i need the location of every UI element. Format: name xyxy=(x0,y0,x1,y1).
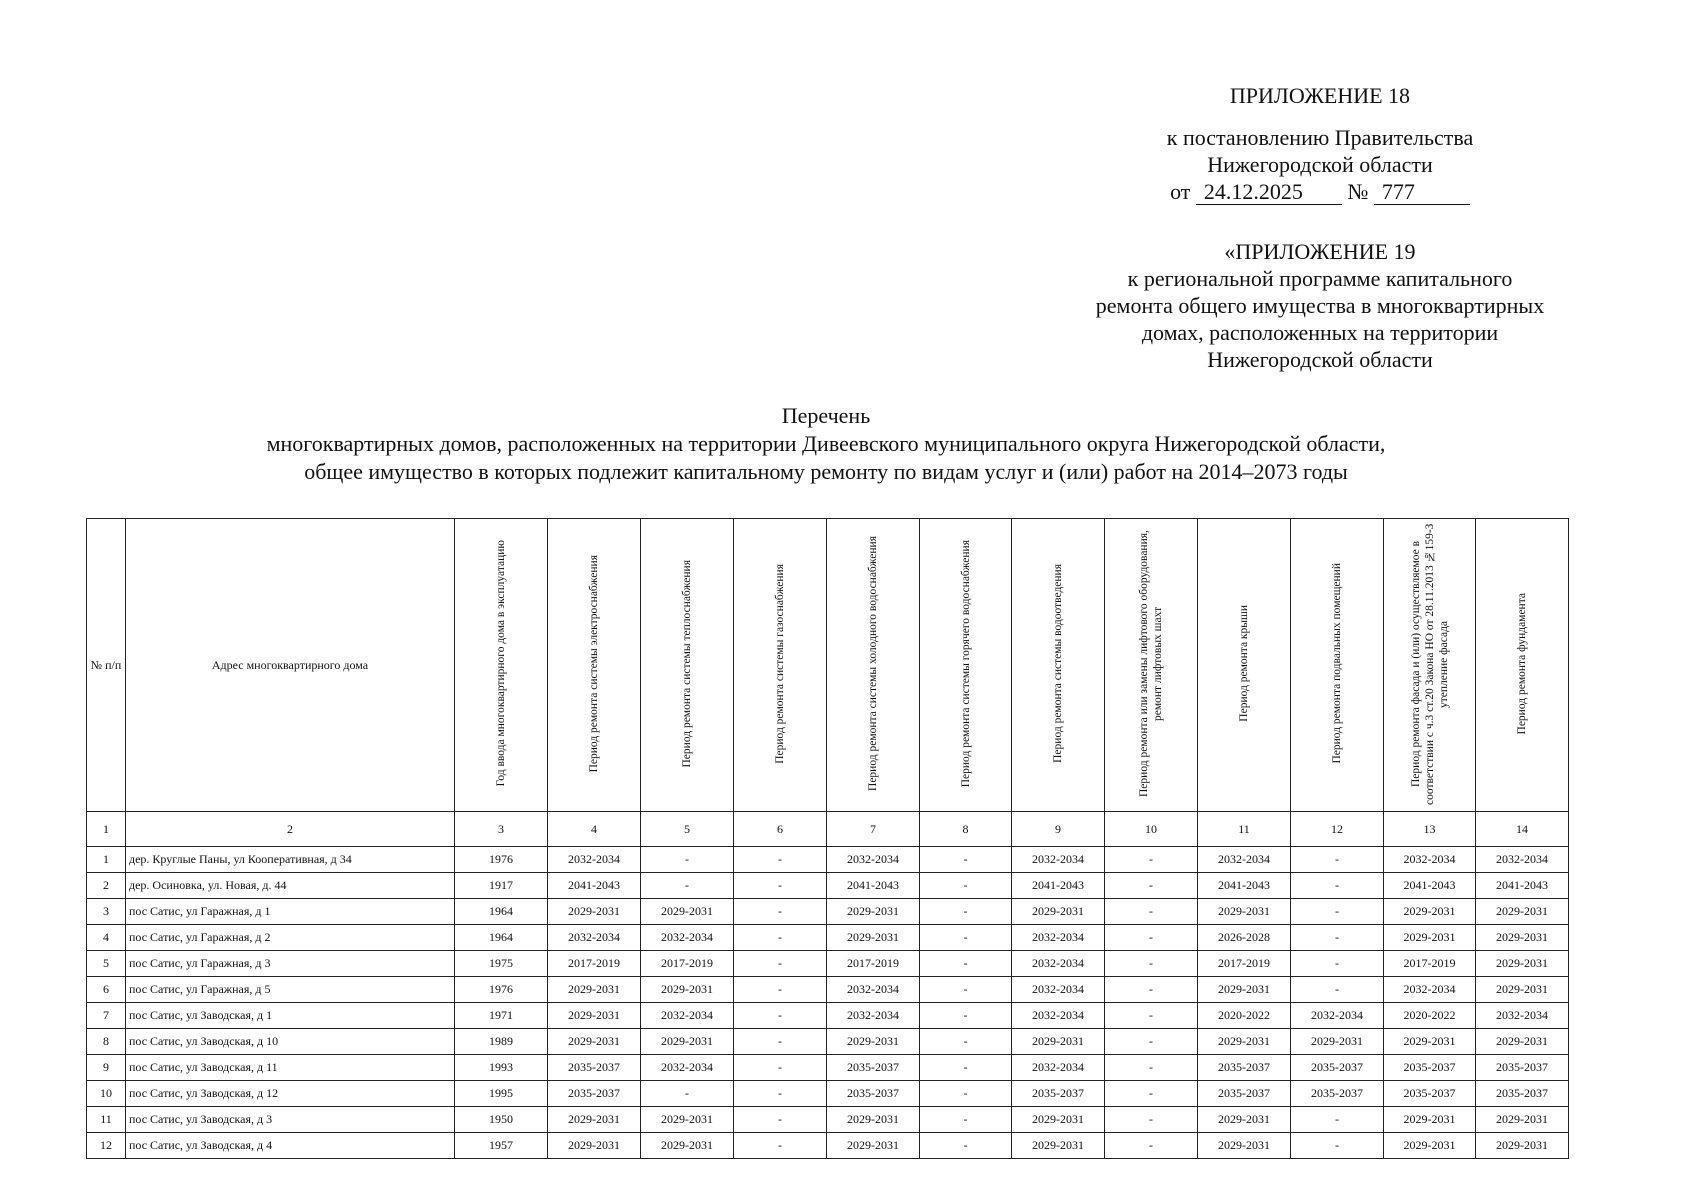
table-cell: - xyxy=(920,1029,1012,1055)
table-cell: 2032-2034 xyxy=(548,925,641,951)
column-header xyxy=(548,519,641,812)
address-cell: дер. Осиновка, ул. Новая, д. 44 xyxy=(126,873,455,899)
table-cell: - xyxy=(920,925,1012,951)
table-cell: 2017-2019 xyxy=(641,951,734,977)
table-cell: 2017-2019 xyxy=(548,951,641,977)
header-text: Период ремонта системы горячего водоснабжения xyxy=(959,539,972,788)
decree-reference xyxy=(1000,124,1640,205)
table-cell: - xyxy=(920,1081,1012,1107)
decree-date-line xyxy=(1000,178,1640,205)
table-cell: 1989 xyxy=(455,1029,548,1055)
address-cell: пос Сатис, ул Гаражная, д 3 xyxy=(126,951,455,977)
program-line-1: к региональной программе капитального xyxy=(1127,266,1513,291)
address-cell: пос Сатис, ул Гаражная, д 2 xyxy=(126,925,455,951)
table-cell: - xyxy=(734,873,827,899)
table-header-row xyxy=(87,519,1569,812)
table-cell: 2032-2034 xyxy=(1476,1003,1569,1029)
row-number-cell: 11 xyxy=(87,1107,126,1133)
table-cell: - xyxy=(1291,925,1384,951)
title-line-1: Перечень xyxy=(781,403,871,428)
table-cell: 2035-2037 xyxy=(1198,1081,1291,1107)
table-cell: 2029-2031 xyxy=(1384,899,1476,925)
table-cell: 2029-2031 xyxy=(1476,977,1569,1003)
table-row xyxy=(87,1081,1569,1107)
row-number-cell: 2 xyxy=(87,873,126,899)
table-cell: 2041-2043 xyxy=(1384,873,1476,899)
table-body xyxy=(87,812,1569,1159)
table-cell: - xyxy=(641,1081,734,1107)
header-text: Период ремонта крыши xyxy=(1238,605,1250,722)
program-line-2: ремонта общего имущества в многоквартирных xyxy=(1095,293,1545,318)
table-cell: - xyxy=(734,1133,827,1159)
column-header xyxy=(1476,519,1569,812)
table-cell: 2029-2031 xyxy=(641,1133,734,1159)
table-cell: 2032-2034 xyxy=(827,1003,920,1029)
table-cell: 2017-2019 xyxy=(1198,951,1291,977)
table-cell: - xyxy=(1105,847,1198,873)
table-cell: - xyxy=(1105,1003,1198,1029)
address-cell: пос Сатис, ул Заводская, д 10 xyxy=(126,1029,455,1055)
row-number-cell: 8 xyxy=(87,1029,126,1055)
number-prefix: № xyxy=(1347,179,1369,204)
table-cell: 2029-2031 xyxy=(1198,1133,1291,1159)
row-number-cell: 3 xyxy=(87,899,126,925)
column-number: 6 xyxy=(734,812,827,847)
table-cell: - xyxy=(920,1055,1012,1081)
table-cell: 2029-2031 xyxy=(1476,925,1569,951)
column-header xyxy=(1012,519,1105,812)
row-number-cell: 12 xyxy=(87,1133,126,1159)
table-cell: 1957 xyxy=(455,1133,548,1159)
table-cell: 2035-2037 xyxy=(827,1081,920,1107)
table-cell: 2017-2019 xyxy=(827,951,920,977)
column-header xyxy=(455,519,548,812)
table-cell: 2029-2031 xyxy=(641,977,734,1003)
program-appendix-label: «ПРИЛОЖЕНИЕ 19 xyxy=(1224,239,1416,264)
table-cell: - xyxy=(734,899,827,925)
date-prefix: от xyxy=(1170,179,1191,204)
table-cell: - xyxy=(920,1133,1012,1159)
table-cell: 2032-2034 xyxy=(1012,847,1105,873)
header-text: Период ремонта или замены лифтового оборудования, ремонт лифтовых шахт xyxy=(1138,530,1164,797)
column-number: 3 xyxy=(455,812,548,847)
table-row xyxy=(87,977,1569,1003)
table-cell: - xyxy=(641,847,734,873)
row-number-cell: 6 xyxy=(87,977,126,1003)
column-number: 5 xyxy=(641,812,734,847)
table-cell: 2029-2031 xyxy=(1476,1029,1569,1055)
table-cell: 1993 xyxy=(455,1055,548,1081)
table-cell: - xyxy=(920,1107,1012,1133)
table-cell: 2032-2034 xyxy=(1384,847,1476,873)
table-cell: 2035-2037 xyxy=(1384,1081,1476,1107)
table-cell: 2035-2037 xyxy=(548,1081,641,1107)
table-cell: - xyxy=(734,1003,827,1029)
table-cell: - xyxy=(1105,925,1198,951)
title-line-2: многоквартирных домов, расположенных на территории Дивеевского муниципального округа Нижегородской области, xyxy=(266,431,1386,456)
table-cell: 2032-2034 xyxy=(1012,1055,1105,1081)
table-cell: 2041-2043 xyxy=(1476,873,1569,899)
header-text: Период ремонта системы водоотведения xyxy=(1052,564,1064,763)
table-row xyxy=(87,899,1569,925)
table-cell: 2029-2031 xyxy=(1198,1107,1291,1133)
table-row xyxy=(87,925,1569,951)
address-cell: пос Сатис, ул Гаражная, д 1 xyxy=(126,899,455,925)
table-cell: - xyxy=(920,1003,1012,1029)
table-cell: 1950 xyxy=(455,1107,548,1133)
column-header xyxy=(1198,519,1291,812)
table-cell: 2029-2031 xyxy=(1198,977,1291,1003)
column-header xyxy=(827,519,920,812)
table-cell: 2029-2031 xyxy=(1384,1029,1476,1055)
column-number: 10 xyxy=(1105,812,1198,847)
table-cell: 1917 xyxy=(455,873,548,899)
title-line-3: общее имущество в которых подлежит капитальному ремонту по видам услуг и (или) работ на 2014–2073 годы xyxy=(304,459,1348,484)
table-cell: 2035-2037 xyxy=(827,1055,920,1081)
decree-number: 777 xyxy=(1374,180,1470,205)
table-cell: 2029-2031 xyxy=(548,899,641,925)
column-number: 12 xyxy=(1291,812,1384,847)
table-cell: 2032-2034 xyxy=(1476,847,1569,873)
table-row xyxy=(87,1003,1569,1029)
header-text: Адрес многоквартирного дома xyxy=(211,657,369,672)
table-cell: 2029-2031 xyxy=(1384,1133,1476,1159)
program-line-4: Нижегородской области xyxy=(1207,347,1433,372)
table-cell: - xyxy=(1105,1029,1198,1055)
table-cell: 2035-2037 xyxy=(1384,1055,1476,1081)
column-number: 13 xyxy=(1384,812,1476,847)
table-row xyxy=(87,847,1569,873)
table-cell: - xyxy=(1291,899,1384,925)
table-cell: 2029-2031 xyxy=(1198,1029,1291,1055)
header-text: Период ремонта системы электроснабжения xyxy=(588,554,600,773)
table-cell: 2041-2043 xyxy=(1012,873,1105,899)
column-number: 9 xyxy=(1012,812,1105,847)
table-row xyxy=(87,1133,1569,1159)
appendix-label: ПРИЛОЖЕНИЕ 18 xyxy=(1229,83,1411,108)
table-row xyxy=(87,1107,1569,1133)
table-cell: 1995 xyxy=(455,1081,548,1107)
table-cell: - xyxy=(1291,1133,1384,1159)
table-cell: 2032-2034 xyxy=(1012,977,1105,1003)
table-cell: - xyxy=(920,873,1012,899)
address-cell: пос Сатис, ул Заводская, д 1 xyxy=(126,1003,455,1029)
table-cell: 2029-2031 xyxy=(1012,1107,1105,1133)
table-cell: 2020-2022 xyxy=(1384,1003,1476,1029)
table-cell: - xyxy=(734,1029,827,1055)
table-cell: 2032-2034 xyxy=(1198,847,1291,873)
table-row xyxy=(87,1029,1569,1055)
table-cell: - xyxy=(920,977,1012,1003)
table-cell: 1976 xyxy=(455,977,548,1003)
table-cell: 2026-2028 xyxy=(1198,925,1291,951)
table-cell: 2029-2031 xyxy=(641,899,734,925)
column-header xyxy=(920,519,1012,812)
table-cell: - xyxy=(1291,1107,1384,1133)
decree-date: 24.12.2025 xyxy=(1196,180,1342,205)
column-header xyxy=(641,519,734,812)
table-cell: 2029-2031 xyxy=(1476,899,1569,925)
table-cell: 2041-2043 xyxy=(548,873,641,899)
table-cell: 2029-2031 xyxy=(1012,899,1105,925)
table-cell: - xyxy=(920,951,1012,977)
table-cell: 2029-2031 xyxy=(641,1107,734,1133)
table-cell: - xyxy=(1105,1055,1198,1081)
table-cell: 2029-2031 xyxy=(1291,1029,1384,1055)
column-number: 8 xyxy=(920,812,1012,847)
header-text: Период ремонта фундамента xyxy=(1516,592,1528,735)
table-cell: 2041-2043 xyxy=(827,873,920,899)
table-cell: 2035-2037 xyxy=(1012,1081,1105,1107)
table-row xyxy=(87,951,1569,977)
row-number-cell: 4 xyxy=(87,925,126,951)
column-number-row xyxy=(87,812,1569,847)
column-number: 11 xyxy=(1198,812,1291,847)
program-reference xyxy=(1000,238,1640,373)
column-header xyxy=(1105,519,1198,812)
header-text: Период ремонта системы газоснабжения xyxy=(774,563,786,764)
program-line-3: домах, расположенных на территории xyxy=(1141,320,1499,345)
column-number: 1 xyxy=(87,812,126,847)
column-number: 4 xyxy=(548,812,641,847)
table-cell: - xyxy=(1291,977,1384,1003)
address-cell: пос Сатис, ул Заводская, д 4 xyxy=(126,1133,455,1159)
table-cell: 2032-2034 xyxy=(1384,977,1476,1003)
table-cell: 2032-2034 xyxy=(548,847,641,873)
column-number: 14 xyxy=(1476,812,1569,847)
header-text: Период ремонта системы теплоснабжения xyxy=(681,559,693,768)
table-cell: 2029-2031 xyxy=(827,899,920,925)
table-cell: 2032-2034 xyxy=(641,1003,734,1029)
address-cell: пос Сатис, ул Заводская, д 11 xyxy=(126,1055,455,1081)
row-number-cell: 10 xyxy=(87,1081,126,1107)
table-cell: 2029-2031 xyxy=(827,1029,920,1055)
table-cell: - xyxy=(1105,951,1198,977)
address-cell: пос Сатис, ул Гаражная, д 5 xyxy=(126,977,455,1003)
table-cell: 2029-2031 xyxy=(548,1029,641,1055)
table-cell: 2029-2031 xyxy=(1384,1107,1476,1133)
table-cell: - xyxy=(1105,1107,1198,1133)
table-cell: - xyxy=(1291,951,1384,977)
table-cell: 2032-2034 xyxy=(1291,1003,1384,1029)
table-cell: 2029-2031 xyxy=(1476,1133,1569,1159)
table-cell: 2029-2031 xyxy=(1012,1133,1105,1159)
table-cell: 1964 xyxy=(455,925,548,951)
table-cell: 2029-2031 xyxy=(827,1107,920,1133)
table-cell: 2032-2034 xyxy=(827,977,920,1003)
table-cell: 2029-2031 xyxy=(1012,1029,1105,1055)
column-number: 2 xyxy=(126,812,455,847)
table-cell: - xyxy=(734,847,827,873)
address-cell: дер. Круглые Паны, ул Кооперативная, д 34 xyxy=(126,847,455,873)
table-cell: 2032-2034 xyxy=(641,1055,734,1081)
row-number-cell: 1 xyxy=(87,847,126,873)
table-cell: 1964 xyxy=(455,899,548,925)
document-title xyxy=(86,402,1566,486)
table-cell: 2029-2031 xyxy=(548,1133,641,1159)
table-cell: 2035-2037 xyxy=(1291,1055,1384,1081)
repair-schedule-table xyxy=(86,518,1569,1159)
table-cell: - xyxy=(734,1081,827,1107)
table-cell: 2029-2031 xyxy=(548,1107,641,1133)
table-cell: 2032-2034 xyxy=(641,925,734,951)
column-number: 7 xyxy=(827,812,920,847)
table-cell: - xyxy=(1105,899,1198,925)
table-cell: 2032-2034 xyxy=(1012,925,1105,951)
header-text: Период ремонта системы холодного водоснабжения xyxy=(867,536,879,791)
table-cell: 2032-2034 xyxy=(827,847,920,873)
table-cell: 2029-2031 xyxy=(1476,951,1569,977)
header-text: № п/п xyxy=(90,657,122,672)
table-cell: 1976 xyxy=(455,847,548,873)
table-cell: 2029-2031 xyxy=(1198,899,1291,925)
table-cell: 2029-2031 xyxy=(1476,1107,1569,1133)
address-cell: пос Сатис, ул Заводская, д 12 xyxy=(126,1081,455,1107)
table-cell: - xyxy=(734,1055,827,1081)
header-text: Период ремонта подвальных помещений xyxy=(1331,563,1343,764)
column-header xyxy=(1291,519,1384,812)
table-cell: - xyxy=(734,977,827,1003)
appendix-heading xyxy=(1000,82,1640,109)
table-cell: 2035-2037 xyxy=(1476,1055,1569,1081)
table-cell: 2020-2022 xyxy=(1198,1003,1291,1029)
header-text: Период ремонта фасада и (или) осуществляемое в соответствии с ч.3 ст.20 Закона НО от 28.11.2013 №159-З утепление фасада xyxy=(1409,522,1450,805)
column-header xyxy=(87,519,126,812)
table-cell: 1975 xyxy=(455,951,548,977)
address-cell: пос Сатис, ул Заводская, д 3 xyxy=(126,1107,455,1133)
table-cell: 2029-2031 xyxy=(548,1003,641,1029)
table-cell: 2029-2031 xyxy=(641,1029,734,1055)
table-cell: - xyxy=(1291,847,1384,873)
table-cell: 2029-2031 xyxy=(548,977,641,1003)
table-cell: - xyxy=(641,873,734,899)
table-cell: 2035-2037 xyxy=(1476,1081,1569,1107)
table-cell: 2017-2019 xyxy=(1384,951,1476,977)
table-cell: - xyxy=(734,1107,827,1133)
table-cell: - xyxy=(1105,1133,1198,1159)
row-number-cell: 9 xyxy=(87,1055,126,1081)
table-cell: 2032-2034 xyxy=(1012,951,1105,977)
column-header xyxy=(734,519,827,812)
table-cell: 2029-2031 xyxy=(1384,925,1476,951)
table-cell: 2041-2043 xyxy=(1198,873,1291,899)
column-header xyxy=(126,519,455,812)
table-cell: - xyxy=(1105,1081,1198,1107)
column-header xyxy=(1384,519,1476,812)
table-row xyxy=(87,1055,1569,1081)
table-cell: 2035-2037 xyxy=(1198,1055,1291,1081)
table-cell: 2032-2034 xyxy=(1012,1003,1105,1029)
table-cell: - xyxy=(920,847,1012,873)
table-cell: - xyxy=(1105,977,1198,1003)
table-cell: - xyxy=(1105,873,1198,899)
table-row xyxy=(87,873,1569,899)
decree-line-1: к постановлению Правительства xyxy=(1166,125,1474,150)
decree-line-2: Нижегородской области xyxy=(1207,152,1433,177)
header-text: Год ввода многоквартирного дома в эксплуатацию xyxy=(495,540,507,787)
table-cell: 1971 xyxy=(455,1003,548,1029)
table-cell: 2029-2031 xyxy=(827,1133,920,1159)
table-cell: 2035-2037 xyxy=(548,1055,641,1081)
table-cell: - xyxy=(1291,873,1384,899)
row-number-cell: 7 xyxy=(87,1003,126,1029)
row-number-cell: 5 xyxy=(87,951,126,977)
table-cell: 2029-2031 xyxy=(827,925,920,951)
table-cell: 2035-2037 xyxy=(1291,1081,1384,1107)
table-cell: - xyxy=(734,951,827,977)
table-cell: - xyxy=(734,925,827,951)
table-cell: - xyxy=(920,899,1012,925)
